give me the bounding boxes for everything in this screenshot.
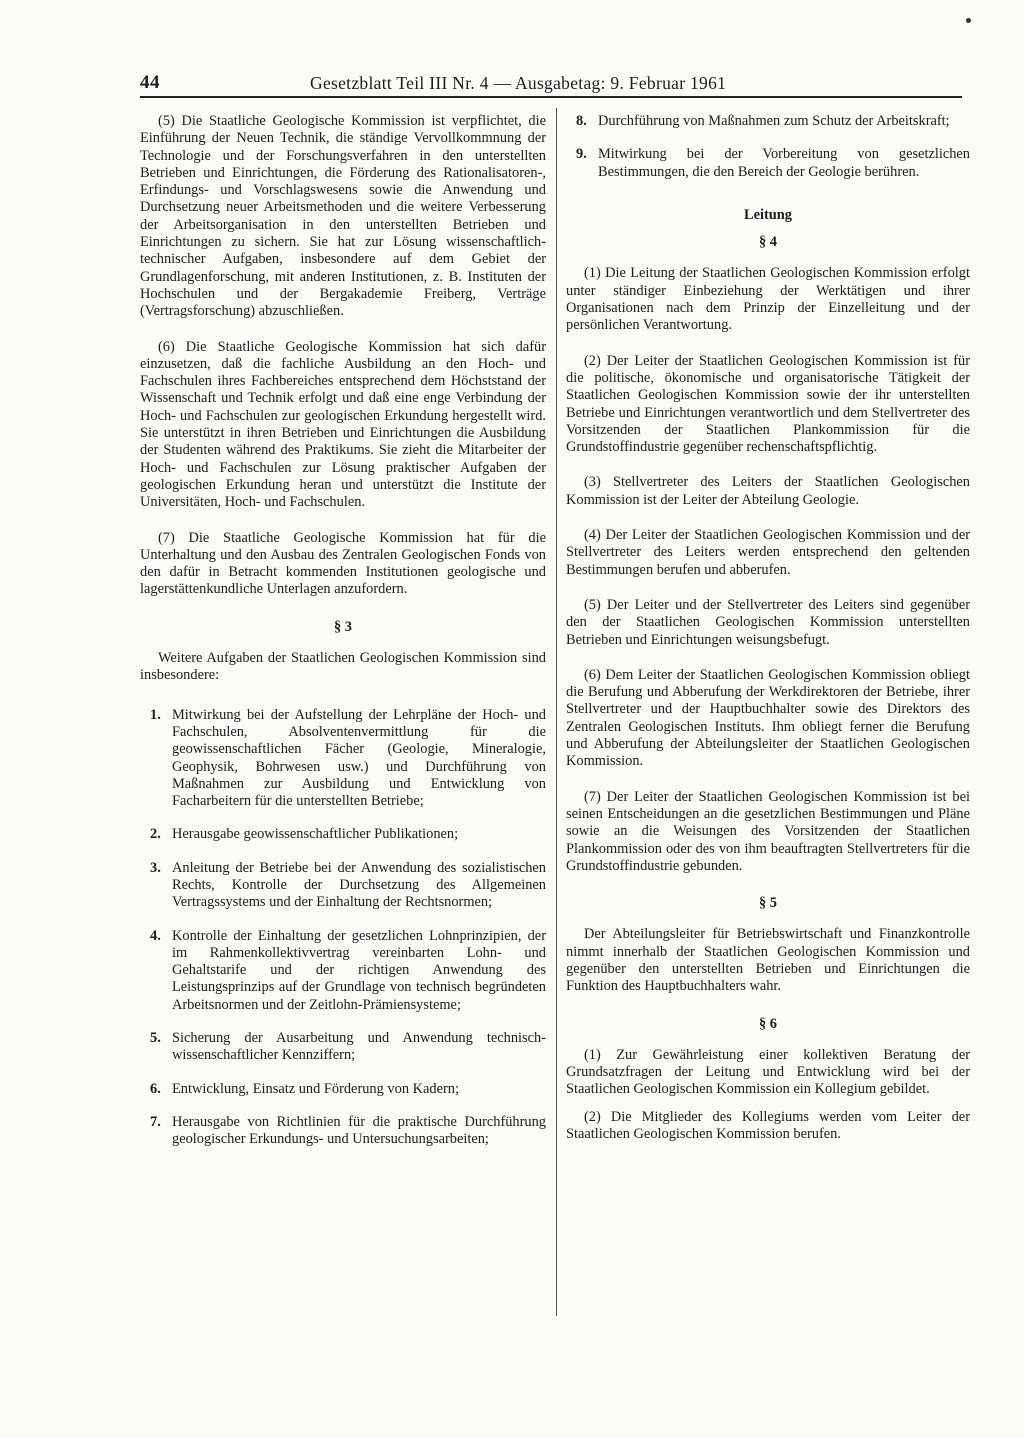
section-5-heading: § 5 bbox=[759, 895, 777, 912]
list-item-5 bbox=[140, 1030, 546, 1065]
section-4-heading: § 4 bbox=[759, 234, 777, 251]
list-text: Kontrolle der Einhaltung der gesetzlichen Lohnprinzipien, der im Rahmenkollektivvertrag vereinbarten Lohn- und Gehaltstarife und der richtigen Anwendung des Leistungsprinzips auf der Grundlage von technisch begründeten Arbeitsnormen und der Zeitlohn-Prämiensysteme; bbox=[172, 927, 546, 1013]
paragraph-4-5: (5) Der Leiter und der Stellvertreter des Leiters sind gegenüber den der Staatlichen Geologischen Kommission unterstellten Betrieben und Einrichtungen weisungsbefugt. bbox=[566, 596, 970, 648]
list-number: 1. bbox=[150, 706, 161, 723]
section-3-intro: Weitere Aufgaben der Staatlichen Geologischen Kommission sind insbesondere: bbox=[140, 650, 546, 684]
list-item-6 bbox=[140, 1081, 546, 1098]
paragraph-5-1: Der Abteilungsleiter für Betriebswirtschaft und Finanzkontrolle nimmt innerhalb der Staatlichen Geologischen Kommission und gegenüber den unterstellten Betrieben und Einrichtungen die Funktion des Hauptbuchhalters wahr. bbox=[566, 926, 970, 995]
paragraph-4-6: (6) Dem Leiter der Staatlichen Geologischen Kommission obliegt die Berufung und Abberufung der Werkdirektoren der Betriebe, ihrer Stellvertreter und der Hauptbuchhalter sowie des Direktors des Zentralen Geologischen Instituts. Ihm obliegt ferner die Berufung und Abberufung der Abteilungsleiter der Staatlichen Geologischen Kommission. bbox=[566, 666, 970, 770]
right-column bbox=[566, 113, 970, 1161]
list-text: Durchführung von Maßnahmen zum Schutz der Arbeitskraft; bbox=[598, 113, 950, 129]
paragraph-2-5: (5) Die Staatliche Geologische Kommission ist verpflichtet, die Einführung der Neuen Technik, die ständige Vervollkommnung der Technologie und der Forschungsverfahren in den unterstellten Betrieben und Einrichtungen, die Förderung des Rationalisatoren-, Erfindungs- und Vorschlagswesens sowie die Anwendung und Durchsetzung neuer Arbeitsmethoden und die weitere Verbesserung der Arbeitsorganisation in den unterstellten Betrieben und Einrichtungen zu sichern. Sie hat zur Lösung wissenschaftlich-technischer Aufgaben, insbesondere auf dem Gebiet der Grundlagenforschung, mit anderen Institutionen, z. B. Instituten der Hochschulen und der Bergakademie Freiberg, Verträge (Vertragsforschung) abzuschließen. bbox=[140, 113, 546, 320]
page-number: 44 bbox=[140, 72, 160, 93]
list-number: 8. bbox=[576, 113, 587, 129]
paragraph-2-6: (6) Die Staatliche Geologische Kommission hat sich dafür einzusetzen, daß die fachliche Ausbildung an den Hoch- und Fachschulen ihres Fachbereiches entsprechend dem Höchststand der Wissenschaft und Technik erfolgt und daß eine enge Verbindung der Hoch- und Fachschulen zur geologischen Erkundung hergestellt wird. Sie unterstützt in ihren Betrieben und Einrichtungen die Ausbildung der Studenten während des Praktikums. Sie zieht die Mitarbeiter der Hoch- und Fachschulen zur Lösung praktischer Aufgaben der geologischen Erkundung heran und unterstützt die Institute der Universitäten, Hoch- und Fachschulen. bbox=[140, 338, 546, 511]
paragraph-6-1: (1) Zur Gewährleistung einer kollektiven Beratung der Grundsatzfragen der Leitung und Entwicklung wird bei der Staatlichen Geologischen Kommission ein Kollegium gebildet. bbox=[566, 1046, 970, 1098]
paragraph-4-4: (4) Der Leiter der Staatlichen Geologischen Kommission und der Stellvertreter des Leiters werden entsprechend den geltenden Bestimmungen berufen und abberufen. bbox=[566, 527, 970, 578]
list-text: Mitwirkung bei der Vorbereitung von gesetzlichen Bestimmungen, die den Bereich der Geologie berühren. bbox=[598, 146, 970, 180]
paragraph-4-1: (1) Die Leitung der Staatlichen Geologischen Kommission erfolgt unter ständiger Einbeziehung der Werktätigen und ihrer Organisationen nach dem Prinzip der Einzelleitung und der persönlichen Verantwortung. bbox=[566, 265, 970, 334]
list-text: Herausgabe geowissenschaftlicher Publikationen; bbox=[172, 826, 459, 843]
list-item-3 bbox=[140, 860, 546, 912]
list-text: Mitwirkung bei der Aufstellung der Lehrpläne der Hoch- und Fachschulen, Absolventenvermittlung für die geowissenschaftlichen Fächer (Geologie, Mineralogie, Geophysik, Bohrwesen usw.) und Durchführung von Maßnahmen zur Ausbildung und Entwicklung von Facharbeitern für die unterstellten Betriebe; bbox=[172, 706, 546, 810]
section-6-heading: § 6 bbox=[759, 1015, 777, 1032]
list-number: 2. bbox=[150, 826, 161, 843]
print-speck bbox=[966, 18, 971, 23]
list-number: 7. bbox=[150, 1113, 161, 1130]
list-number: 4. bbox=[150, 927, 161, 944]
list-item-9 bbox=[566, 146, 970, 181]
paragraph-4-2: (2) Der Leiter der Staatlichen Geologischen Kommission ist für die politische, ökonomische und organisatorische Tätigkeit der Staatlichen Geologischen Kommission sowie der ihr unterstellten Betriebe und Einrichtungen verantwortlich und dem Stellvertreter des Vorsitzenden der Staatlichen Plankommission für die Grundstoffindustrie gegenüber rechenschaftspflichtig. bbox=[566, 352, 970, 456]
list-text: Sicherung der Ausarbeitung und Anwendung technisch-wissenschaftlicher Kennziffern; bbox=[172, 1030, 546, 1064]
page-header bbox=[140, 72, 962, 98]
list-item-2 bbox=[140, 826, 546, 843]
list-number: 3. bbox=[150, 859, 161, 876]
section-3-heading: § 3 bbox=[334, 618, 352, 635]
list-number: 6. bbox=[150, 1080, 161, 1097]
paragraph-6-2: (2) Die Mitglieder des Kollegiums werden vom Leiter der Staatlichen Geologischen Kommission berufen. bbox=[566, 1108, 970, 1143]
paragraph-4-7: (7) Der Leiter der Staatlichen Geologischen Kommission ist bei seinen Entscheidungen an die gesetzlichen Bestimmungen und Pläne sowie an die Weisungen des Vorsitzenden der Staatlichen Plankommission oder des von ihm beauftragten Stellvertreters für die Grundstoffindustrie gebunden. bbox=[566, 788, 970, 874]
list-number: 9. bbox=[576, 146, 587, 163]
column-divider bbox=[556, 108, 557, 1316]
list-text: Anleitung der Betriebe bei der Anwendung des sozialistischen Rechts, Kontrolle der Durchsetzung des Allgemeinen Vertragssystems und der Einhaltung der Rechtsnormen; bbox=[172, 859, 546, 911]
list-item-1 bbox=[140, 707, 546, 811]
list-item-7 bbox=[140, 1114, 546, 1149]
list-number: 5. bbox=[150, 1030, 161, 1047]
list-text: Entwicklung, Einsatz und Förderung von Kadern; bbox=[172, 1080, 459, 1097]
list-item-4 bbox=[140, 928, 546, 1014]
list-item-8 bbox=[566, 113, 970, 130]
heading-leitung: Leitung bbox=[744, 206, 792, 223]
left-column bbox=[140, 113, 546, 1165]
header-title: Gesetzblatt Teil III Nr. 4 — Ausgabetag: 9. Februar 1961 bbox=[310, 73, 727, 93]
paragraph-2-7: (7) Die Staatliche Geologische Kommission hat für die Unterhaltung und den Ausbau des Zentralen Geologischen Fonds von den dafür in Betracht kommenden Institutionen geologische und lagerstättenkundliche Unterlagen anzufordern. bbox=[140, 529, 546, 598]
list-text: Herausgabe von Richtlinien für die praktische Durchführung geologischer Erkundungs- und Untersuchungsarbeiten; bbox=[172, 1113, 546, 1148]
paragraph-4-3: (3) Stellvertreter des Leiters der Staatlichen Geologischen Kommission ist der Leiter der Abteilung Geologie. bbox=[566, 474, 970, 508]
